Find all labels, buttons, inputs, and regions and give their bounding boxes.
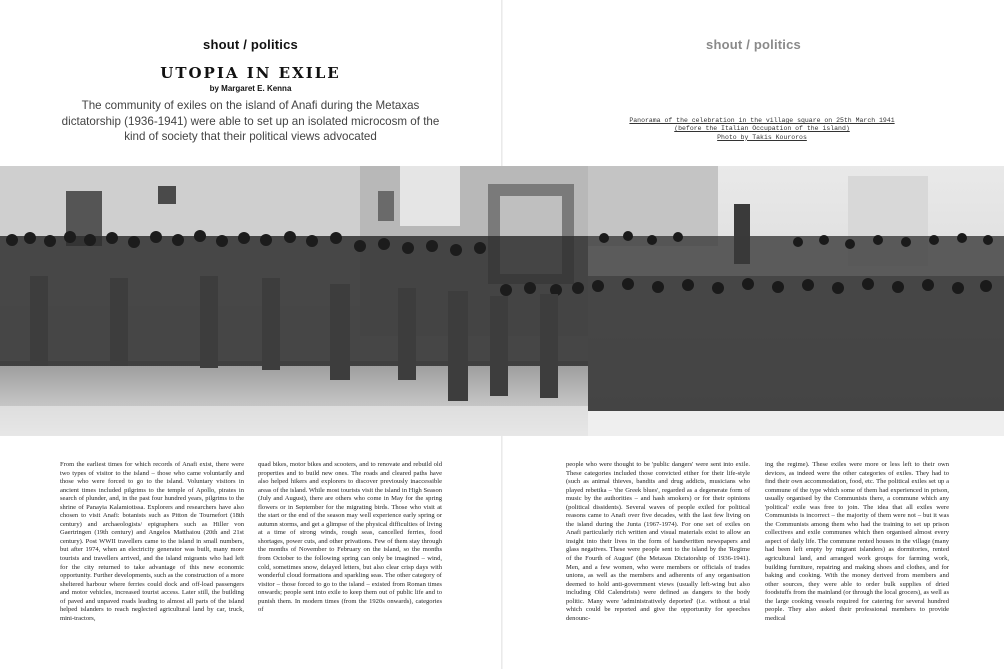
caption-line: (before the Italian Occupation of the island) (674, 125, 850, 133)
article-column-2 (258, 461, 442, 615)
body-paragraph: From the earliest times for which records of Anafi exist, there were two types of visitor to the island – those who came voluntarily and those who were forced to go to the island. Voluntary visitors in ancient times included pilgrims to the temple of Apollo, pirates in search of plunder, and, in the past four hundred years, pilgrims to the shrine of Panayia Kalamiotissa. Explorers and researchers have also chosen to visit Anafi: botanists such as Pitton de Tournefort (18th century) and archaeologists/ epigraphers such as Hiller von Gaertringen (19th century) and Angelos Matthaiou (20th and 21st century). Post WWII travellers came to the island in small numbers, but after 1974, when an electricity generator was built, many more tourists and travellers arrived, and the island migrants who had left for the city returned to take advantage of this new economic opportunity. Further developments, such as the construction of a more sheltered harbour where ferries could dock and off-load passengers and motor vehicles, increased tourist access. Later still, the building of paved and unpaved roads leading to almost all parts of the island helped islanders to reach neglected agricultural land by car, truck, mini-tractors, (60, 461, 244, 622)
article-column-4 (765, 461, 949, 623)
crowd-photo-left (0, 166, 588, 436)
section-heading-left: shout / politics (203, 37, 298, 52)
article-title: UTOPIA IN EXILE (160, 64, 341, 82)
article-column-1 (60, 461, 244, 623)
article-column-3 (566, 461, 750, 623)
panorama-photo-left (0, 166, 588, 436)
article-byline: by Margaret E. Kenna (209, 84, 292, 93)
crowd-photo-right (588, 166, 1004, 436)
body-paragraph: quad bikes, motor bikes and scooters, and to renovate and rebuild old properties and to build new ones. The roads and cleared paths have also helped hikers and explorers to discover previously inaccessible areas of the island. While most tourists visit the island in High Season (July and August), there are others who come in May for the spring flowers or in September for the migrating birds. Those who visit at the start or the end of the season may well experience early spring or autumn storms, and get a glimpse of the physical difficulties of living at a time of strong winds, rough seas, cancelled ferries, food shortages, power cuts, and other privations. Few of them stay through the months of November to February on the island, so the months from October to the following spring can only be imagined – wind, cold, sometimes snow, delayed letters, but also clear crisp days with wonderful cloud formations and sparkling seas. The other category of visitor – those forced to go to the island – existed from Roman times onwards; people sent into exile to keep them out of public life and to punish them. In modern times (from the 1920s onwards), categories of (258, 461, 442, 614)
section-heading-right: shout / politics (706, 37, 801, 52)
body-paragraph: people who were thought to be 'public dangers' were sent into exile. These categories included those convicted either for their life-style (such as animal thieves, bandits and drug addicts, musicians who played rebetika – 'the Greek blues', regarded as a degenerate form of music by the authorities – and hash smokers) or for their opinions (political dissidents). Several waves of people exiled for political reasons came to Anafi over five decades, with the last few living on the island during the Junta (1967-1974). For one set of exiles on Anafi particularly rich written and visual materials exist to allow an insight into their lives in the form of handwritten newspapers and glass negatives. These were people sent to the island by the 'Regime of the Fourth of August' (the Metaxas Dictatorship of 1936-1941). Men, and a few women, who were members or officials of trades unions, as well as the members and adherents of any organisation deemed to hold anti-government views (usually left-wing but also including Old Calendrists) were defined as dangers to the body politic. Many were 'administratively deported' (i.e. without a trial which could be reported and give the opportunity for speeches denounc- (566, 461, 750, 622)
caption-line: Photo by Takis Kouroros (717, 133, 807, 141)
photo-caption (622, 117, 902, 142)
caption-line: Panorama of the celebration in the village square on 25th March 1941 (629, 117, 895, 124)
body-paragraph: ing the regime). These exiles were more or less left to their own devices, as indeed were the other categories of exiles. They had to find their own accommodation, food, etc. The political exiles set up a commune of the type which some of them had experienced in prison, usually organised by the Communists there, a commune which any 'political' exile was free to join. The idea that all exiles were Communists is incorrect – the majority of them were not – but it was the Communists among them who had the training to set up prison collectives and exile communes which then organised almost every aspect of daily life. The commune rented houses in the village (many had been left empty by migrant islanders) as dormitories, rented agricultural land, and arranged work groups for farming work, building furniture, repairing and making shoes and clothes, and for baking and cooking. With the money derived from members and other sources, they were able to order bulk supplies of dried foodstuffs from the mainland (or through the local grocers), as well as the large cooking vessels required for catering for several hundred people. They also asked their professional members to provide medical (765, 461, 949, 622)
article-standfirst: The community of exiles on the island of Anafi during the Metaxas dictatorship (1936-1941) were able to set up an isolated microcosm of the kind of society that their political views advocated (61, 99, 440, 143)
panorama-photo-right (588, 166, 1004, 436)
